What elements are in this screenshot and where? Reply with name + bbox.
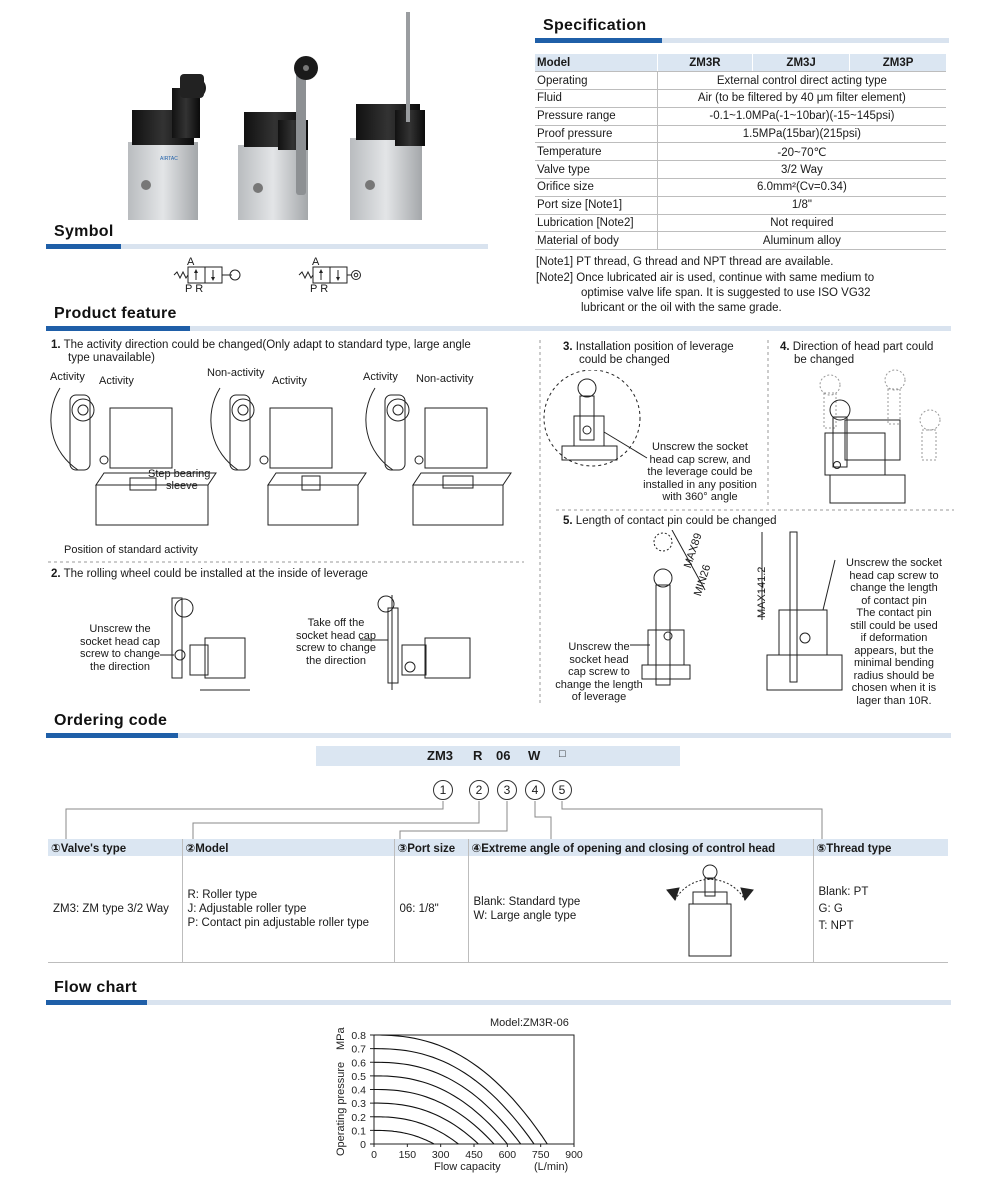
- code-part-thread: □: [559, 748, 566, 760]
- f5-drawing-right: [762, 532, 842, 690]
- f5-right-line: change the length: [850, 582, 938, 594]
- feature-title: Product feature: [54, 305, 177, 322]
- f5-left-line: socket head: [569, 653, 629, 666]
- f5-right-line: of contact pin: [861, 594, 927, 607]
- f3-desc-line: head cap screw, and: [649, 453, 751, 466]
- spec-value: External control direct acting type: [657, 72, 946, 90]
- spec-value: Aluminum alloy: [657, 232, 946, 250]
- chart-title: Model:ZM3R-06: [490, 1017, 569, 1029]
- spec-value: 6.0mm²(Cv=0.34): [657, 179, 946, 197]
- chart-ytick-label: 0.5: [351, 1070, 366, 1083]
- chart-ytick-label: 0.6: [351, 1057, 366, 1070]
- thread-type-cell: [813, 856, 948, 962]
- spec-value: -20~70℃: [657, 143, 946, 161]
- model-option: P: Contact pin adjustable roller type: [187, 916, 370, 929]
- symbol2-port-pr: P R: [310, 283, 329, 295]
- f3-description: [632, 441, 768, 504]
- f1-label-activity-a: Activity: [50, 371, 85, 383]
- feature4-heading: [780, 341, 933, 354]
- chart-plot-area: [351, 1030, 583, 1161]
- f5-right-line: chosen when it is: [851, 682, 937, 694]
- valve-type-cell: ZM3: ZM type 3/2 Way: [48, 856, 182, 962]
- feature5-text: Length of contact pin could be changed: [575, 515, 777, 527]
- f1-label-nonactivity-a: Non-activity: [207, 367, 265, 379]
- f5-right-line: appears, but the: [854, 644, 934, 657]
- f2-right-line: screw to change: [295, 642, 377, 654]
- code-circle-5: 5: [552, 780, 572, 800]
- ordering-body-row: [48, 856, 948, 962]
- feature2-text: The rolling wheel could be installed at the inside of leverage: [63, 568, 368, 580]
- spec-value: Not required: [657, 214, 946, 232]
- f2-left-line: screw to change: [79, 648, 161, 660]
- feature4-number: 4.: [780, 341, 790, 353]
- thread-option: T: NPT: [818, 919, 854, 932]
- f5-max89: MAX89: [682, 531, 705, 570]
- f2-right-line: the direction: [306, 654, 366, 667]
- f1-label-step-bearing: Step bearing: [148, 468, 211, 480]
- flowchart-title: Flow chart: [54, 979, 138, 996]
- ordering-table: [48, 839, 948, 963]
- f1-drawing-a: [51, 388, 216, 525]
- feature3-line1: Installation position of leverage: [575, 341, 734, 353]
- spec-note2-line1: [Note2] Once lubricated air is used, continue with same medium to: [536, 272, 875, 284]
- symbol2-port-a: A: [312, 256, 320, 268]
- spec-note2-line3: lubricant or the oil with the same grade.: [581, 302, 782, 314]
- chart-series-line-0.5: [374, 1076, 507, 1144]
- spec-label: Lubrication [Note2]: [535, 214, 657, 232]
- chart-xtick-label: 150: [398, 1149, 417, 1161]
- header-port-size: ③Port size: [394, 839, 468, 856]
- spec-title: Specification: [543, 17, 647, 34]
- f5-max141: MAX141.2: [756, 566, 768, 618]
- f1-drawing-b: [211, 388, 366, 525]
- spec-value: 1/8": [657, 196, 946, 214]
- f3-desc-line: Unscrew the socket: [652, 441, 748, 453]
- feature1-heading: [51, 339, 471, 352]
- code-circle-3: 3: [497, 780, 517, 800]
- chart-xunit: (L/min): [534, 1161, 569, 1173]
- f5-left-line: cap screw to: [568, 666, 630, 678]
- chart-ytick-label: 0.8: [351, 1030, 366, 1042]
- feature5-number: 5.: [563, 515, 573, 527]
- f3-desc-line: installed in any position: [643, 478, 757, 491]
- feature4-drawing: [800, 365, 960, 505]
- spec-label: Proof pressure: [535, 125, 657, 143]
- code-part-angle: W: [528, 748, 541, 763]
- control-head-angle-diagram: [665, 862, 755, 958]
- feature1-line1: The activity direction could be changed(Only adapt to standard type, large angle: [63, 339, 471, 351]
- header-valve-type: ①Valve's type: [48, 839, 182, 856]
- feature5-drawings: [630, 530, 850, 705]
- thread-option: Blank: PT: [818, 885, 869, 898]
- chart-xtick-label: 900: [565, 1149, 583, 1161]
- chart-xlabel: Flow capacity: [434, 1161, 501, 1173]
- f5-right-line: still could be used: [850, 619, 938, 632]
- f3-desc-line: the leverage could be: [647, 466, 753, 478]
- feature4-line1: Direction of head part could: [792, 341, 934, 353]
- spec-header-zm3p: ZM3P: [850, 54, 946, 72]
- f1-label-activity-d: Activity: [363, 371, 398, 383]
- spec-header-model: Model: [535, 54, 657, 72]
- f1-label-nonactivity-b: Non-activity: [416, 373, 474, 385]
- model-option: J: Adjustable roller type: [187, 902, 307, 915]
- f5-min26: MIN26: [692, 563, 714, 598]
- model-option: R: Roller type: [187, 888, 258, 901]
- chart-ytick-label: 0.4: [351, 1084, 366, 1097]
- port-size-cell: 06: 1/8": [394, 856, 468, 962]
- feature2-heading: [51, 568, 368, 581]
- flowchart-rule: [46, 1000, 951, 1005]
- spec-value: 1.5MPa(15bar)(215psi): [657, 125, 946, 143]
- chart-frame: [374, 1035, 574, 1144]
- ordering-title: Ordering code: [54, 712, 168, 729]
- chart-xtick-label: 450: [465, 1149, 483, 1161]
- feature1-number: 1.: [51, 339, 61, 351]
- feature1-drawings: [48, 380, 528, 540]
- header-thread-type: ⑤Thread type: [813, 839, 948, 856]
- spec-label: Temperature: [535, 143, 657, 161]
- feature2-drawings: [160, 590, 480, 700]
- spec-note2-line2: optimise valve life span. It is suggested to use ISO VG32: [581, 287, 871, 299]
- chart-xtick-label: 0: [371, 1149, 377, 1161]
- angle-option: W: Large angle type: [473, 909, 577, 922]
- chart-ytick-label: 0.3: [351, 1098, 366, 1111]
- chart-xtick-label: 300: [431, 1149, 450, 1161]
- symbol1-port-a: A: [187, 256, 195, 268]
- f5-right-line: head cap screw to: [849, 569, 939, 582]
- code-part-port: 06: [496, 748, 511, 763]
- spec-value: Air (to be filtered by 40 μm filter element): [657, 90, 946, 108]
- feature1-line2: type unavailable): [68, 352, 155, 364]
- f2-left-line: the direction: [90, 660, 150, 673]
- f2-left-line: socket head cap: [79, 635, 161, 648]
- chart-series-line-0.4: [374, 1090, 494, 1145]
- f5-right-line: The contact pin: [856, 607, 932, 619]
- ordering-leader-lines: [0, 795, 1000, 845]
- symbol1-port-pr: P R: [185, 283, 204, 295]
- brand-logo: AIRTAC: [160, 156, 178, 162]
- code-part-series: ZM3: [427, 748, 453, 763]
- f5-right-line: if deformation: [860, 632, 928, 644]
- feature3-number: 3.: [563, 341, 573, 353]
- f5-left-label: [548, 641, 650, 704]
- f2-right-line: socket head cap: [295, 629, 377, 642]
- spec-label: Port size [Note1]: [535, 196, 657, 214]
- angle-cell: [468, 856, 813, 962]
- chart-yunit: MPa: [335, 1027, 347, 1050]
- chart-ytick-label: 0.2: [351, 1111, 366, 1124]
- f5-left-line: change the length: [555, 678, 643, 691]
- chart-ytick-label: 0.7: [351, 1043, 366, 1056]
- f5-right-label: [838, 557, 950, 707]
- f1-label-activity-b: Activity: [99, 375, 134, 387]
- chart-ytick-label: 0: [360, 1139, 366, 1151]
- f5-right-line: radius should be: [853, 669, 935, 682]
- spec-label: Pressure range: [535, 107, 657, 125]
- f1-label-activity-c: Activity: [272, 375, 307, 387]
- code-circle-4: 4: [525, 780, 545, 800]
- spec-header-zm3r: ZM3R: [657, 54, 752, 72]
- spec-value: -0.1~1.0MPa(-1~10bar)(-15~145psi): [657, 107, 946, 125]
- f3-desc-line: with 360° angle: [662, 491, 738, 503]
- feature5-heading: [563, 515, 777, 528]
- f2-left-line: Unscrew the: [89, 623, 151, 635]
- chart-xtick-label: 600: [498, 1149, 517, 1161]
- feature4-line2: be changed: [794, 354, 855, 366]
- f1-label-sleeve: sleeve: [166, 480, 198, 492]
- f1-drawing-c: [366, 388, 511, 525]
- spec-label: Material of body: [535, 232, 657, 250]
- code-part-model: R: [473, 748, 483, 763]
- chart-ytick-label: 0.1: [351, 1125, 366, 1138]
- f2-drawing-right: [360, 595, 470, 690]
- feature3-line2: could be changed: [579, 354, 670, 366]
- angle-option: Blank: Standard type: [473, 895, 581, 908]
- f2-right-line: Take off the: [307, 617, 365, 629]
- model-cell: [182, 856, 394, 962]
- header-model: ②Model: [182, 839, 394, 856]
- chart-ylabel: Operating pressure: [335, 1061, 347, 1156]
- f2-left-label: [74, 623, 166, 673]
- spec-label: Orifice size: [535, 179, 657, 197]
- f2-drawing-left: [160, 598, 250, 690]
- spec-note1: [Note1] PT thread, G thread and NPT thread are available.: [536, 256, 834, 268]
- code-circle-2: 2: [469, 780, 489, 800]
- f5-right-line: lager than 10R.: [856, 694, 932, 707]
- spec-label: Valve type: [535, 161, 657, 179]
- feature2-number: 2.: [51, 568, 61, 580]
- flow-chart: [320, 1010, 600, 1175]
- thread-option: G: G: [818, 902, 843, 915]
- spec-header-zm3j: ZM3J: [753, 54, 850, 72]
- chart-series-line-0.1: [374, 1130, 434, 1144]
- code-circle-1: 1: [433, 780, 453, 800]
- feature3-heading: [563, 341, 734, 354]
- f5-right-line: minimal bending: [853, 657, 935, 669]
- f5-left-line: of leverage: [571, 691, 627, 703]
- f1-label-position: Position of standard activity: [64, 544, 198, 556]
- chart-xtick-label: 750: [531, 1149, 550, 1161]
- chart-series-line-0.3: [374, 1103, 478, 1144]
- ordering-header-row: [48, 839, 948, 856]
- f5-right-line: Unscrew the socket: [846, 557, 942, 569]
- spec-label: Fluid: [535, 90, 657, 108]
- symbol-title: Symbol: [54, 223, 114, 240]
- spec-value: 3/2 Way: [657, 161, 946, 179]
- spec-label: Operating: [535, 72, 657, 90]
- ordering-rule: [46, 733, 951, 738]
- header-angle: ④Extreme angle of opening and closing of control head: [468, 839, 813, 856]
- f5-left-line: Unscrew the: [568, 641, 630, 653]
